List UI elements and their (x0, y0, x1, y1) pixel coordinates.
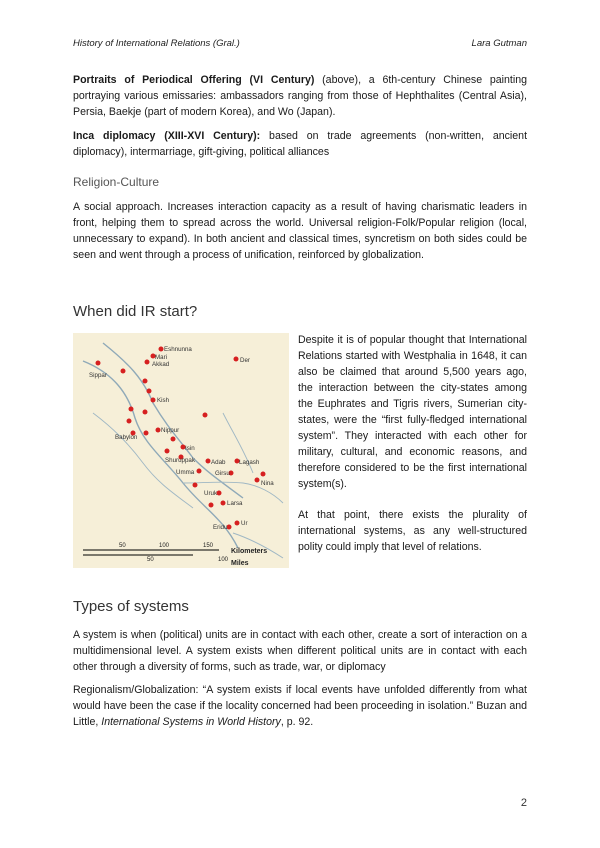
city-label-eshnunna: Eshnunna (164, 346, 192, 353)
city-label-sippar: Sippar (89, 372, 107, 379)
city-label-adab: Adab (211, 459, 226, 466)
sumer-map-image (73, 333, 289, 568)
when-text-2: At that point, there exists the plurality of international systems, as any well-structured polity could imply that level of relations. (298, 509, 527, 553)
header-right: Lara Gutman (471, 38, 527, 49)
paragraph-inca (73, 128, 527, 160)
city-label-uruk: Uruk (204, 490, 218, 497)
religion-heading: Religion-Culture (73, 175, 160, 189)
scale-mi-100: 100 (218, 557, 229, 563)
religion-text: A social approach. Increases interaction capacity as a result of having charismatic leaders in front, helping them to spread across the world. Universal religion-Folk/Popular religion (local, unnecessary to expand). In both ancient and classical times, syncretism on both sides could be seen and went through a process of unification, reinforced by globalization. (73, 201, 527, 261)
scale-km-100: 100 (159, 543, 170, 549)
city-label-der: Der (240, 357, 250, 364)
regionalism-main: Regionalism/Globalization: “A system exists if local events have unfolded differently from what would have been the case if the locality concerned had been proceeding in isolation.” Buzan and Little, (73, 684, 527, 728)
regionalism-end: , p. 92. (280, 716, 314, 728)
city-label-nippur: Nippur (161, 427, 180, 434)
regionalism-text (73, 682, 527, 730)
inca-text: based on trade agreements (non-written, ancient diplomacy), intermarriage, gift-giving, political alliances (73, 130, 528, 158)
city-label-girsu: Girsu (215, 470, 230, 477)
types-heading: Types of systems (73, 598, 189, 615)
when-heading: When did IR start? (73, 303, 198, 320)
city-label-kish: Kish (157, 397, 170, 404)
map-scale-bar (83, 543, 267, 567)
city-label-larsa: Larsa (227, 500, 243, 507)
types-text: A system is when (political) units are in contact with each other, create a sort of interaction on a multidimensional level. A system exists when different political units are in contact with each other through a diversity of forms, such as trade, war, or diplomacy (73, 629, 527, 673)
header-left: History of International Relations (Gral.) (73, 38, 240, 49)
city-label-eridu: Eridu (213, 524, 228, 531)
scale-unit-mi: Miles (231, 560, 249, 567)
book-title: International Systems in World History (101, 716, 281, 728)
city-label-babylon: Babylon (115, 434, 138, 441)
scale-unit-km: Kilometers (231, 548, 268, 555)
city-label-ur: Ur (241, 520, 248, 527)
city-label-isin: Isin (185, 445, 195, 452)
city-label-akkad: Akkad (152, 361, 170, 368)
paragraph-portraits (73, 72, 527, 120)
scale-km-150: 150 (203, 543, 214, 549)
city-label-shuruppak: Shuruppak (165, 457, 195, 464)
when-text-1: Despite it is of popular thought that International Relations started with Westphalia in 1648, it can also be claimed that around 5,500 years ago, the interaction between the city-states among the Euphrates and Tigris rivers, Sumerian city-states, were the “first fully-fledged international system”. They interacted with each other for military, cultural, and economic reasons, and therefore considered to be the first international system(s). (298, 334, 527, 490)
scale-km-50: 50 (119, 543, 126, 549)
inca-title: Inca diplomacy (XIII-XVI Century): (73, 130, 261, 142)
city-label-lagash: Lagash (239, 459, 260, 466)
page-number: 2 (520, 797, 527, 809)
city-label-mari: Mari (155, 354, 168, 361)
city-label-nina: Nina (261, 480, 274, 487)
portraits-text: (above), a 6th-century Chinese painting portraying various emissaries: ambassadors ranging from those of Hephthalites (Central Asia), Persia, Baekje (part of modern Korea), and Wo (Japan). (73, 74, 527, 118)
scale-mi-50: 50 (147, 557, 154, 563)
portraits-title: Portraits of Periodical Offering (VI Century) (73, 74, 315, 86)
city-label-umma: Umma (176, 469, 195, 476)
